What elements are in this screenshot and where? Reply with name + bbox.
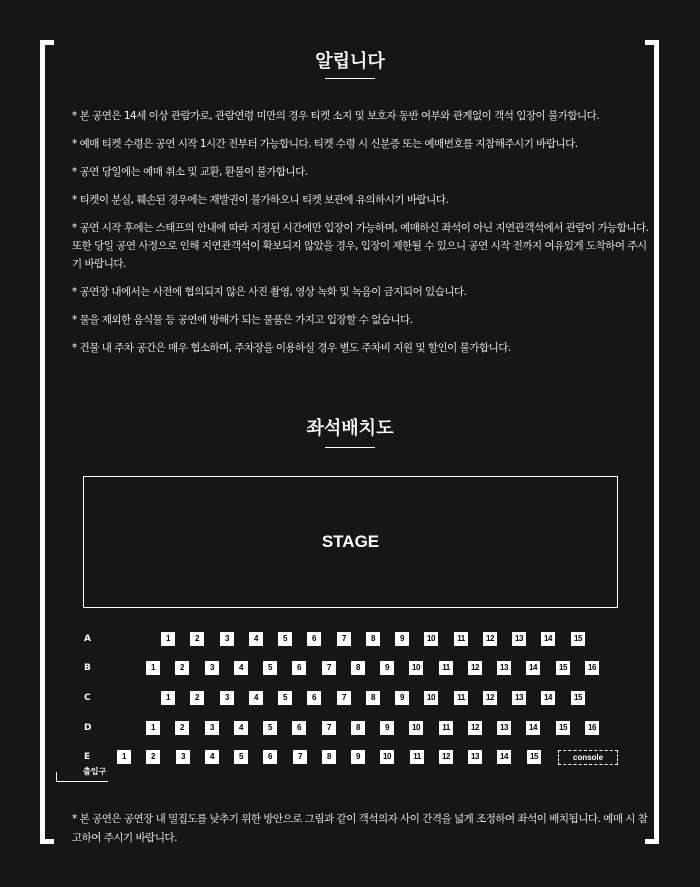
seat-a-6[interactable]: 6 — [307, 632, 321, 646]
notice-list — [72, 107, 652, 367]
seating-title-underline — [325, 447, 375, 448]
seat-e-14[interactable]: 14 — [497, 750, 511, 764]
seat-e-8[interactable]: 8 — [322, 750, 336, 764]
seat-d-15[interactable]: 15 — [556, 721, 570, 735]
seat-b-10[interactable]: 10 — [409, 661, 423, 675]
seat-a-11[interactable]: 11 — [454, 632, 468, 646]
seat-a-3[interactable]: 3 — [220, 632, 234, 646]
seat-e-10[interactable]: 10 — [380, 750, 394, 764]
seat-d-1[interactable]: 1 — [146, 721, 160, 735]
seat-e-4[interactable]: 4 — [205, 750, 219, 764]
row-label-e: E — [84, 752, 91, 762]
seat-d-3[interactable]: 3 — [205, 721, 219, 735]
seat-d-13[interactable]: 13 — [497, 721, 511, 735]
seat-b-4[interactable]: 4 — [234, 661, 248, 675]
seat-e-6[interactable]: 6 — [263, 750, 277, 764]
seat-c-4[interactable]: 4 — [249, 691, 263, 705]
seat-c-11[interactable]: 11 — [454, 691, 468, 705]
seat-a-8[interactable]: 8 — [366, 632, 380, 646]
seat-e-7[interactable]: 7 — [293, 750, 307, 764]
notice-item: * 물을 제외한 음식물 등 공연에 방해가 되는 물품은 가지고 입장할 수 없습니다. — [72, 314, 413, 326]
seat-c-10[interactable]: 10 — [424, 691, 438, 705]
seat-a-9[interactable]: 9 — [395, 632, 409, 646]
seat-d-8[interactable]: 8 — [351, 721, 365, 735]
seat-a-14[interactable]: 14 — [541, 632, 555, 646]
row-label-d: D — [84, 723, 92, 733]
seat-e-12[interactable]: 12 — [439, 750, 453, 764]
seat-b-15[interactable]: 15 — [556, 661, 570, 675]
seat-b-5[interactable]: 5 — [263, 661, 277, 675]
seat-c-6[interactable]: 6 — [307, 691, 321, 705]
seat-c-3[interactable]: 3 — [220, 691, 234, 705]
seat-e-5[interactable]: 5 — [234, 750, 248, 764]
seat-d-14[interactable]: 14 — [526, 721, 540, 735]
seat-c-7[interactable]: 7 — [337, 691, 351, 705]
seat-b-9[interactable]: 9 — [380, 661, 394, 675]
seat-c-2[interactable]: 2 — [190, 691, 204, 705]
notice-item: * 공연 당일에는 예매 취소 및 교환, 환불이 불가합니다. — [72, 166, 308, 178]
seat-b-11[interactable]: 11 — [439, 661, 453, 675]
seat-b-16[interactable]: 16 — [585, 661, 599, 675]
notice-title-underline — [325, 78, 375, 79]
seat-c-9[interactable]: 9 — [395, 691, 409, 705]
seat-d-4[interactable]: 4 — [234, 721, 248, 735]
row-label-b: B — [84, 663, 91, 673]
seat-b-14[interactable]: 14 — [526, 661, 540, 675]
seat-a-1[interactable]: 1 — [161, 632, 175, 646]
seat-c-14[interactable]: 14 — [541, 691, 555, 705]
seat-c-15[interactable]: 15 — [571, 691, 585, 705]
footer-note: * 본 공연은 공연장 내 밀집도를 낮추기 위한 방안으로 그림과 같이 객석의자 사이 간격을 넓게 조정하여 좌석이 배치됩니다. 예매 시 참고하여 주시기 바랍니다. — [72, 813, 648, 844]
notice-item: * 티켓이 분실, 훼손된 경우에는 재발권이 불가하오니 티켓 보관에 유의하시기 바랍니다. — [72, 194, 449, 206]
seating-title: 좌석배치도 — [306, 418, 394, 439]
seat-a-4[interactable]: 4 — [249, 632, 263, 646]
seat-b-12[interactable]: 12 — [468, 661, 482, 675]
seat-a-7[interactable]: 7 — [337, 632, 351, 646]
seat-a-15[interactable]: 15 — [571, 632, 585, 646]
notice-item: * 공연장 내에서는 사전에 협의되지 않은 사진 촬영, 영상 녹화 및 녹음이 금지되어 있습니다. — [72, 286, 467, 298]
seat-d-5[interactable]: 5 — [263, 721, 277, 735]
seat-a-13[interactable]: 13 — [512, 632, 526, 646]
left-bracket — [40, 40, 54, 844]
row-label-c: C — [84, 693, 91, 703]
seat-d-11[interactable]: 11 — [439, 721, 453, 735]
seat-e-11[interactable]: 11 — [410, 750, 424, 764]
seat-c-5[interactable]: 5 — [278, 691, 292, 705]
seat-e-9[interactable]: 9 — [351, 750, 365, 764]
notice-item: * 공연 시작 후에는 스태프의 안내에 따라 지정된 시간에만 입장이 가능하며, 예매하신 좌석이 아닌 지연관객석에서 관람이 가능합니다. 또한 당일 공연 사정으로 인해 지연관객석이 확보되지 않았을 경우, 입장이 제한될 수 있으니 공연 시작 전까지 여유있게 도착하여 주시기 바랍니다. — [72, 222, 649, 270]
notice-title: 알립니다 — [315, 51, 385, 72]
console-area: console — [558, 750, 618, 765]
row-label-a: A — [84, 634, 91, 644]
seat-d-6[interactable]: 6 — [292, 721, 306, 735]
notice-item: * 건물 내 주차 공간은 매우 협소하며, 주차장을 이용하실 경우 별도 주차비 지원 및 할인이 불가합니다. — [72, 342, 511, 354]
seat-d-10[interactable]: 10 — [409, 721, 423, 735]
seat-b-6[interactable]: 6 — [292, 661, 306, 675]
seat-a-2[interactable]: 2 — [190, 632, 204, 646]
seat-d-16[interactable]: 16 — [585, 721, 599, 735]
seat-b-1[interactable]: 1 — [146, 661, 160, 675]
seat-b-13[interactable]: 13 — [497, 661, 511, 675]
seat-d-9[interactable]: 9 — [380, 721, 394, 735]
seat-c-8[interactable]: 8 — [366, 691, 380, 705]
seat-a-5[interactable]: 5 — [278, 632, 292, 646]
stage: STAGE — [83, 476, 618, 608]
seat-c-12[interactable]: 12 — [483, 691, 497, 705]
seat-e-15[interactable]: 15 — [527, 750, 541, 764]
seat-b-3[interactable]: 3 — [205, 661, 219, 675]
seat-d-2[interactable]: 2 — [175, 721, 189, 735]
notice-item: * 예매 티켓 수령은 공연 시작 1시간 전부터 가능합니다. 티켓 수령 시 신분증 또는 예매번호를 지참해주시기 바랍니다. — [72, 138, 578, 150]
seat-e-1[interactable]: 1 — [117, 750, 131, 764]
seat-b-8[interactable]: 8 — [351, 661, 365, 675]
seat-a-12[interactable]: 12 — [483, 632, 497, 646]
seat-d-12[interactable]: 12 — [468, 721, 482, 735]
seat-e-13[interactable]: 13 — [468, 750, 482, 764]
seat-e-2[interactable]: 2 — [146, 750, 160, 764]
seat-c-13[interactable]: 13 — [512, 691, 526, 705]
seat-e-3[interactable]: 3 — [176, 750, 190, 764]
notice-item: * 본 공연은 14세 이상 관람가로, 관람연령 미만의 경우 티켓 소지 및 보호자 동반 여부와 관계없이 객석 입장이 불가합니다. — [72, 110, 600, 122]
seat-b-2[interactable]: 2 — [175, 661, 189, 675]
seat-b-7[interactable]: 7 — [322, 661, 336, 675]
seat-d-7[interactable]: 7 — [322, 721, 336, 735]
seat-a-10[interactable]: 10 — [424, 632, 438, 646]
seat-c-1[interactable]: 1 — [161, 691, 175, 705]
entrance-label: 출입구 — [83, 767, 107, 776]
